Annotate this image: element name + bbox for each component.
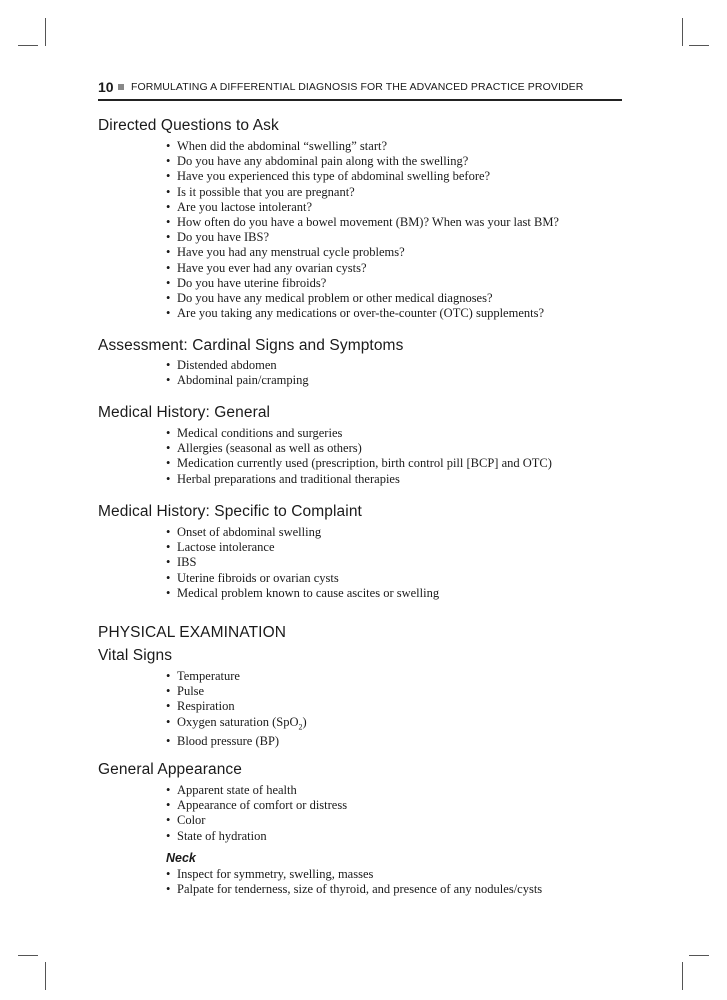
section-heading-history-specific: Medical History: Specific to Complaint [98,503,362,520]
list-item: • Apparent state of health [166,783,347,798]
list-item: • Are you taking any medications or over-the-counter (OTC) supplements? [166,306,559,321]
list-item: • State of hydration [166,829,347,844]
list-item: • Lactose intolerance [166,540,439,555]
section-heading-general-appearance: General Appearance [98,761,242,778]
neck-list [166,867,542,897]
list-item: • How often do you have a bowel movement (BM)? When was your last BM? [166,215,559,230]
running-title: FORMULATING A DIFFERENTIAL DIAGNOSIS FOR THE ADVANCED PRACTICE PROVIDER [131,81,584,93]
history-specific-list [166,525,439,601]
list-item: • Inspect for symmetry, swelling, masses [166,867,542,882]
section-heading-vital-signs: Vital Signs [98,647,173,664]
history-general-list [166,426,552,487]
list-item: • Medical conditions and surgeries [166,426,552,441]
crop-mark [689,955,709,956]
list-item: • Are you lactose intolerant? [166,200,559,215]
list-item: • Uterine fibroids or ovarian cysts [166,571,439,586]
list-item: • Abdominal pain/cramping [166,373,309,388]
running-header [98,79,622,101]
crop-mark [682,962,683,990]
list-item: • Have you had any menstrual cycle problems? [166,245,559,260]
list-item: • Do you have any abdominal pain along with the swelling? [166,154,559,169]
crop-mark [682,18,683,46]
directed-questions-list [166,139,559,321]
list-item: • IBS [166,555,439,570]
list-item: • Distended abdomen [166,358,309,373]
crop-mark [18,955,38,956]
crop-mark [18,45,38,46]
section-heading-assessment: Assessment: Cardinal Signs and Symptoms [98,337,404,354]
list-item: • Herbal preparations and traditional therapies [166,472,552,487]
list-item: • Respiration [166,699,307,714]
general-appearance-list [166,783,347,844]
list-item: • Blood pressure (BP) [166,734,307,749]
crop-mark [45,18,46,46]
list-item: • When did the abdominal “swelling” start? [166,139,559,154]
list-item: • Do you have uterine fibroids? [166,276,559,291]
list-item: • Have you ever had any ovarian cysts? [166,261,559,276]
list-item: • Medication currently used (prescription, birth control pill [BCP] and OTC) [166,456,552,471]
section-heading-directed-questions: Directed Questions to Ask [98,117,279,134]
list-item-oxygen [166,715,307,735]
list-item: • Have you experienced this type of abdominal swelling before? [166,169,559,184]
list-item: • Do you have IBS? [166,230,559,245]
section-heading-history-general: Medical History: General [98,404,271,421]
page-number: 10 [98,79,114,95]
oxygen-close: ) [302,714,307,729]
list-item: • Appearance of comfort or distress [166,798,347,813]
list-item: • Medical problem known to cause ascites or swelling [166,586,439,601]
oxygen-text: Oxygen saturation (SpO [177,714,299,729]
section-heading-physical-examination: PHYSICAL EXAMINATION [98,624,287,641]
list-item: • Color [166,813,347,828]
list-item: • Palpate for tenderness, size of thyroid, and presence of any nodules/cysts [166,882,542,897]
list-item: • Pulse [166,684,307,699]
list-item: • Is it possible that you are pregnant? [166,185,559,200]
subheading-neck: Neck [166,851,196,865]
oxygen-subscript: 2 [298,722,303,732]
assessment-list [166,358,309,388]
list-item: • Temperature [166,669,307,684]
list-item: • Onset of abdominal swelling [166,525,439,540]
list-item: • Allergies (seasonal as well as others) [166,441,552,456]
crop-mark [689,45,709,46]
list-item: • Do you have any medical problem or other medical diagnoses? [166,291,559,306]
header-square-icon [118,84,124,90]
vital-signs-list [166,669,307,750]
crop-mark [45,962,46,990]
